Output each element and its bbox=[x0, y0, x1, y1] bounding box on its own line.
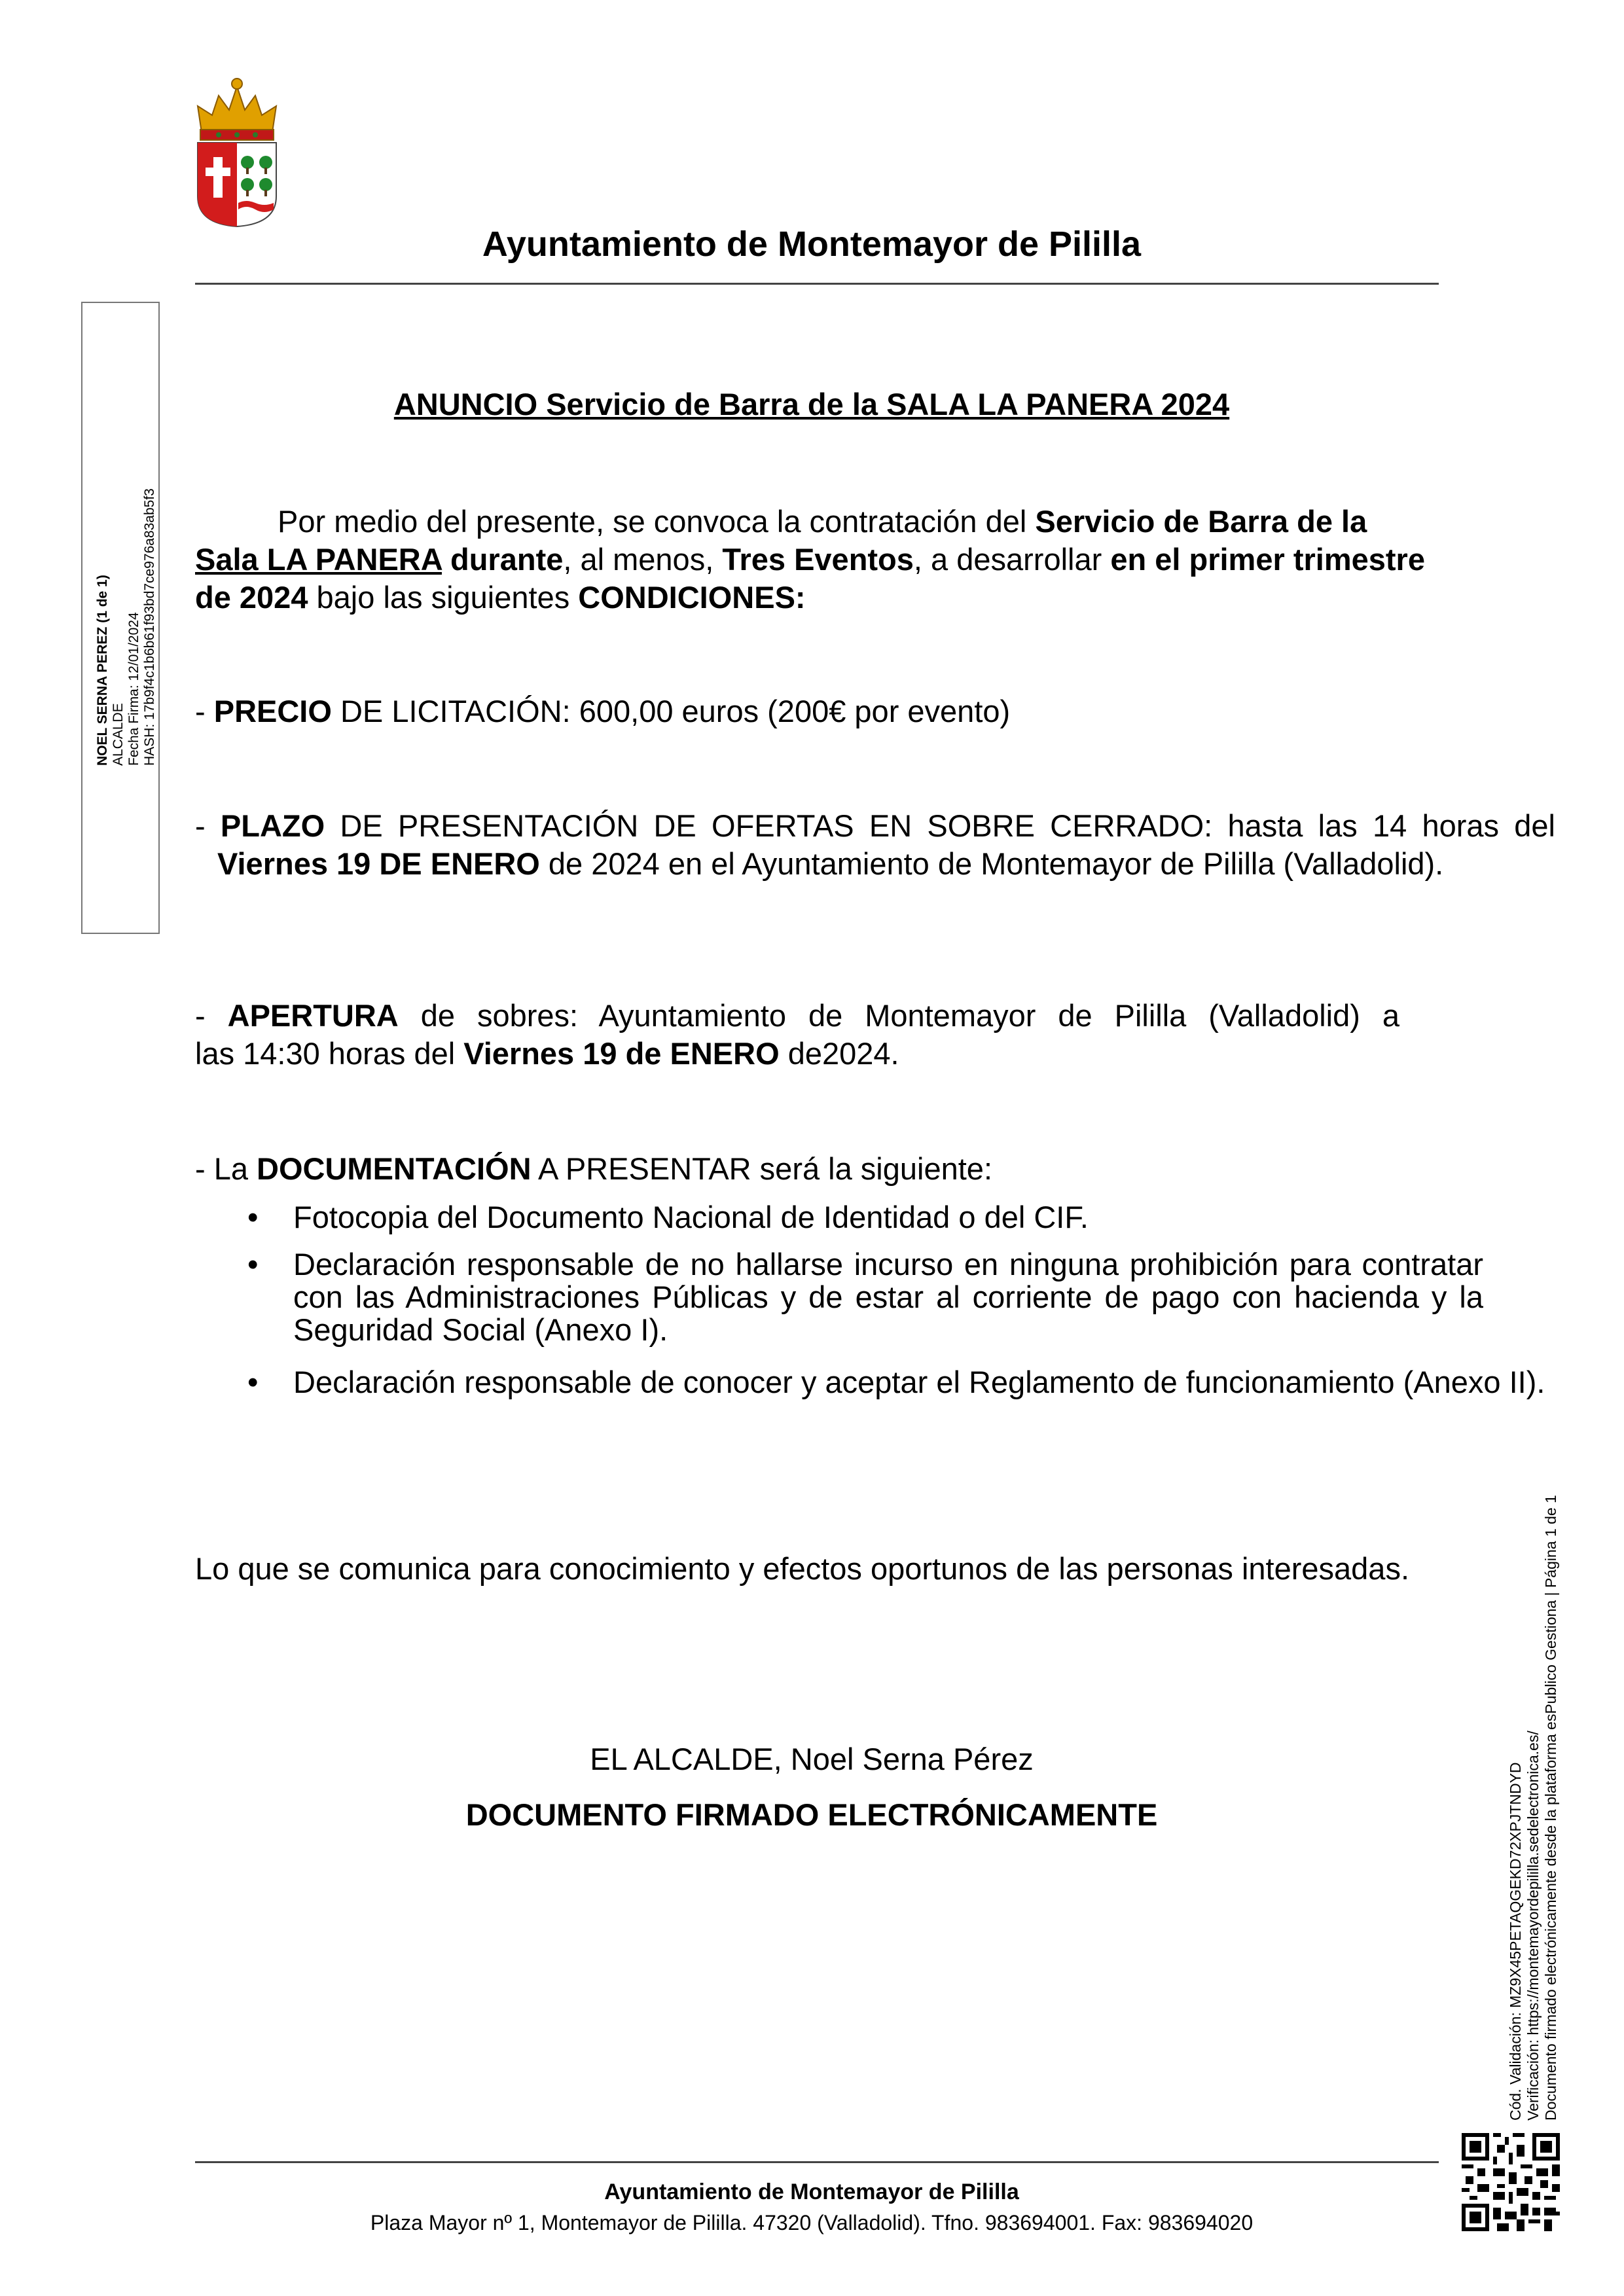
platform-note: Documento firmado electrónicamente desde la plataforma esPublico Gestiona | Página 1 de 1 bbox=[1542, 1495, 1559, 2121]
list-item: • Declaración responsable de no hallarse incurso en ninguna prohibición para contratar con las Administraciones Públicas y de estar al corriente de pago con hacienda y la Seguridad Social (Anexo I). bbox=[247, 1247, 1483, 1347]
validation-code: Cód. Validación: MZ9X45PETAQGEKD72XPJTNDYD bbox=[1507, 1762, 1524, 2121]
verification-details bbox=[1507, 1495, 1560, 2121]
signature-hash: HASH: 17b9f4c1b6b61f93bd7ce976a83ab5f3 bbox=[142, 488, 157, 766]
bullet-icon: • bbox=[247, 1200, 259, 1234]
verification-url[interactable]: Verificación: https://montemayordepililla.sedelectronica.es/ bbox=[1525, 1731, 1542, 2121]
list-item: • Fotocopia del Documento Nacional de Identidad o del CIF. bbox=[247, 1200, 1089, 1234]
signer-role: ALCALDE bbox=[111, 703, 126, 766]
signatory-line: EL ALCALDE, Noel Serna Pérez bbox=[590, 1742, 1034, 1776]
coat-of-arms-icon bbox=[192, 72, 281, 228]
precio-condition: - PRECIO DE LICITACIÓN: 600,00 euros (200€ por evento) bbox=[195, 694, 1011, 728]
plazo-condition: - PLAZO DE PRESENTACIÓN DE OFERTAS EN SOBRE CERRADO: hasta las 14 horas del Viernes 19 DE ENERO de 2024 en el Ayuntamiento de Montemayor de Pililla (Valladolid). bbox=[195, 808, 1556, 881]
documentation-list bbox=[247, 1201, 1571, 1413]
footer-name: Ayuntamiento de Montemayor de Pililla bbox=[604, 2179, 1019, 2204]
signature-date: Fecha Firma: 12/01/2024 bbox=[126, 612, 141, 766]
document-title: ANUNCIO Servicio de Barra de la SALA LA PANERA 2024 bbox=[393, 387, 1230, 422]
electronic-signature-note: DOCUMENTO FIRMADO ELECTRÓNICAMENTE bbox=[465, 1797, 1158, 1832]
footer-rule bbox=[195, 2161, 1439, 2163]
qr-code-icon[interactable] bbox=[1462, 2133, 1560, 2231]
signature-details bbox=[95, 465, 158, 766]
bullet-icon: • bbox=[247, 1247, 259, 1282]
header-title: Ayuntamiento de Montemayor de Pililla bbox=[482, 224, 1142, 264]
footer-address: Plaza Mayor nº 1, Montemayor de Pililla. 47320 (Valladolid). Tfno. 983694001. Fax: 983694020 bbox=[370, 2211, 1254, 2234]
header-rule bbox=[195, 283, 1439, 285]
closing-paragraph: Lo que se comunica para conocimiento y efectos oportunos de las personas interesadas. bbox=[195, 1551, 1410, 1586]
apertura-condition: - APERTURA de sobres: Ayuntamiento de Montemayor de Pililla (Valladolid) a las 14:30 horas del Viernes 19 de ENERO de2024. bbox=[195, 998, 1399, 1071]
intro-paragraph: Por medio del presente, se convoca la contratación del Servicio de Barra de la Sala LA PANERA durante, al menos, Tres Eventos, a desarrollar en el primer trimestre de 2024 bajo las siguientes CONDICIONES: bbox=[195, 504, 1425, 615]
list-item: • Declaración responsable de conocer y aceptar el Reglamento de funcionamiento (Anexo II). bbox=[247, 1365, 1545, 1399]
bullet-icon: • bbox=[247, 1365, 259, 1399]
documentacion-heading: - La DOCUMENTACIÓN A PRESENTAR será la siguiente: bbox=[195, 1151, 992, 1186]
signer-name: NOEL SERNA PEREZ (1 de 1) bbox=[95, 575, 110, 766]
